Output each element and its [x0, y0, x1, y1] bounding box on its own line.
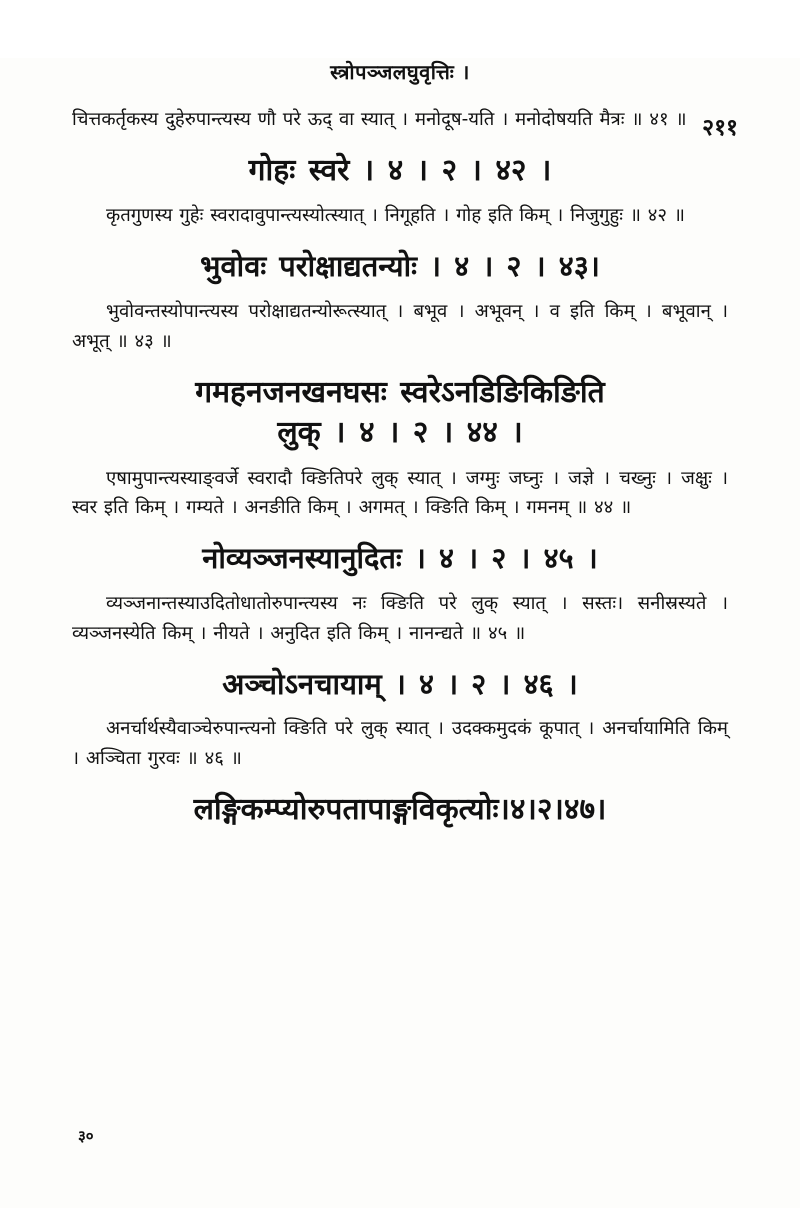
sutra-line: लुक् । ४ । २ । ४४ । [277, 415, 523, 451]
page-header [0, 58, 800, 85]
sutra-heading [72, 373, 728, 454]
sutra-line: भुवोवः परोक्षाद्यतन्योः । ४ । २ । ४३। [200, 249, 600, 284]
sutra-heading [72, 539, 728, 578]
header-title: स्त्रोपञ्जलघुवृत्तिः । [330, 60, 470, 84]
sutra-line: गमहनजनखनघसः स्वरेऽनडिङिकिङिति [195, 374, 605, 410]
sutra-line: लङ्गिकम्प्योरुपतापाङ्गविकृत्योः।४।२।४७। [193, 791, 607, 827]
commentary-paragraph: एषामुपान्त्यस्याङ्वर्जे स्वरादौ क्ङितिपरे लुक् स्यात् । जग्मुः जघ्नुः । जज्ञे । चख्नुः । जक्षुः । स्वर इति किम् । गम्यते । अनङीति किम् । अगमत् । क्ङिति किम् । गमनम् ॥ ४४ ॥ [72, 467, 728, 519]
commentary-paragraph: चित्तकर्तृकस्य दुहेरुपान्त्यस्य णौ परे ऊद् वा स्यात् । मनोदूष-यति । मनोदोषयति मैत्रः ॥ ४१ ॥ [72, 109, 687, 130]
sutra-line: गोहः स्वरे । ४ । २ । ४२ । [248, 152, 552, 188]
sutra-line: नोव्यञ्जनस्यानुदितः । ४ । २ । ४५ । [202, 541, 598, 576]
sutra-heading [72, 247, 728, 286]
footer-signature-mark: ३० [78, 1127, 94, 1145]
commentary-paragraph: व्यञ्जनान्तस्याउदितोधातोरुपान्त्यस्य नः क्ङिति परे लुक् स्यात् । सस्तः। सनीस्रस्यते । व्यञ्जनस्येति किम् । नीयते । अनुदित इति किम् । नानन्द्यते ॥ ४५ ॥ [72, 592, 728, 644]
page-number: २११ [702, 115, 738, 141]
page-content [72, 105, 728, 830]
document-page [0, 58, 800, 1208]
commentary-paragraph: कृतगुणस्य गुहेः स्वरादावुपान्त्यस्योत्स्यात् । निगूहति । गोह इति किम् । निजुगुहुः ॥ ४२ ॥ [106, 205, 685, 227]
sutra-heading [72, 151, 728, 192]
commentary-paragraph: भुवोवन्तस्योपान्त्यस्य परोक्षाद्यतन्योरूत्स्यात् । बभूव । अभूवन् । व इति किम् । बभूवान् । अभूत् ॥ ४३ ॥ [72, 300, 728, 352]
commentary-paragraph: अनर्चार्थस्यैवाञ्चेरुपान्त्यनो क्ङिति परे लुक् स्यात् । उदक्कमुदकं कूपात् । अनर्चायामिति किम् । अञ्चिता गुरवः ॥ ४६ ॥ [72, 717, 728, 769]
sutra-line: अञ्चोऽनचायाम् । ४ । २ । ४६ । [222, 666, 578, 701]
sutra-heading [72, 665, 728, 704]
sutra-heading [72, 790, 728, 831]
